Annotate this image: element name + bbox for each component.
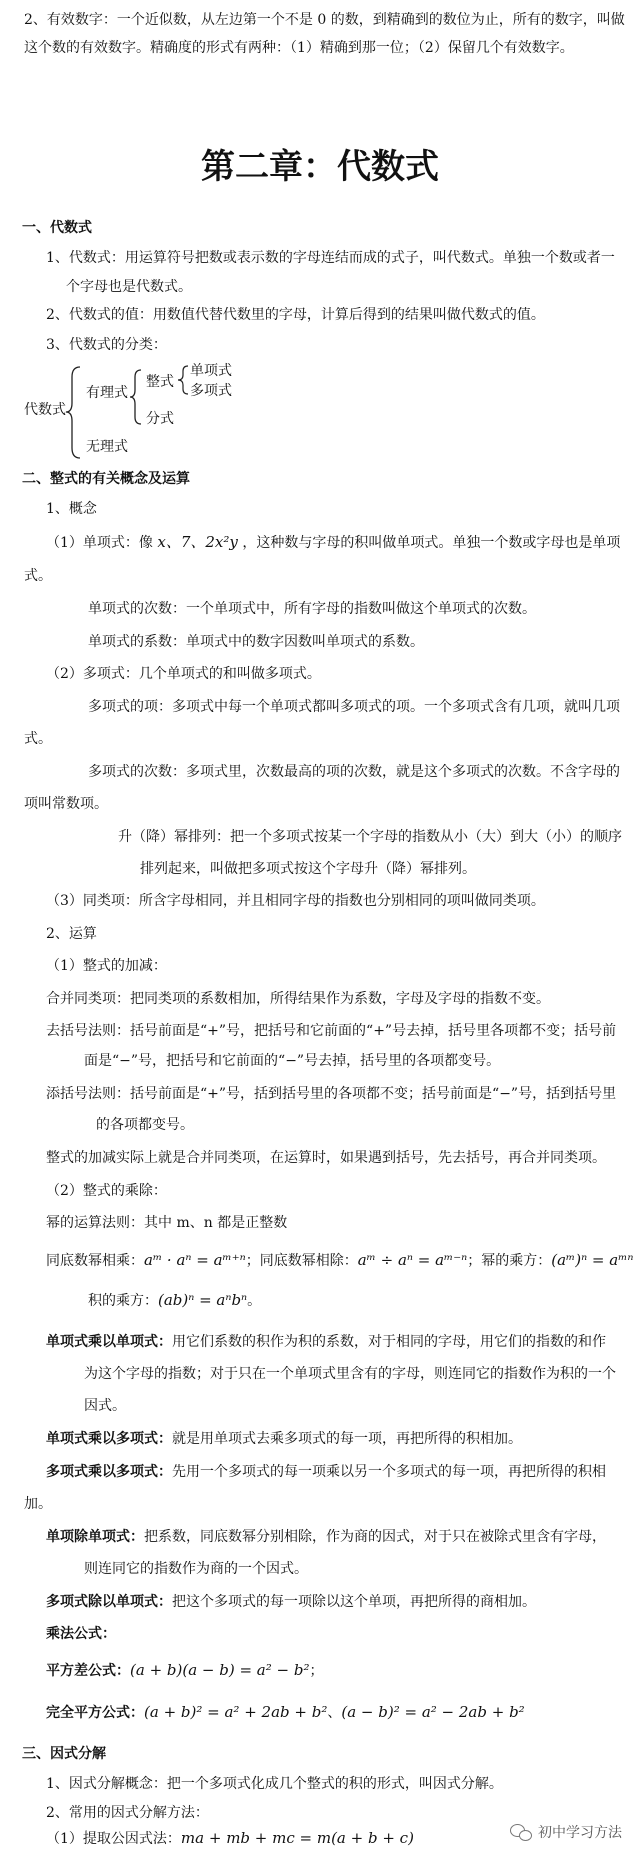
tree-irrational: 无理式 bbox=[86, 439, 128, 455]
s2-mul-heading: （2）整式的乘除： bbox=[46, 1183, 167, 1199]
tree-brace-rational bbox=[130, 368, 144, 426]
mono-mono-text: 用它们系数的积作为积的系数，对于相同的字母，用它们的指数的和作 bbox=[172, 1334, 606, 1350]
prod-pow-label: 积的乘方： bbox=[88, 1293, 158, 1309]
s2-diff-squares bbox=[46, 1660, 324, 1681]
poly-poly-text: 先用一个多项式的每一项乘以另一个多项式的每一项，再把所得的积相 bbox=[172, 1464, 606, 1480]
s2-add-heading: （1）整式的加减： bbox=[46, 958, 167, 974]
diff-squares-label: 平方差公式： bbox=[46, 1663, 130, 1679]
perfect-square-minus: (a − b)² = a² − 2ab + b² bbox=[341, 1703, 525, 1721]
tree-brace-integral bbox=[178, 364, 190, 396]
common-factor-label: （1）提取公因式法： bbox=[46, 1831, 181, 1847]
pow-pow-formula: (aᵐ)ⁿ = aᵐⁿ bbox=[551, 1251, 634, 1269]
s1-p2: 2、代数式的值：用数值代替代数里的字母，计算后得到的结果叫做代数式的值。 bbox=[46, 307, 545, 323]
s2-summary: 整式的加减实际上就是合并同类项，在运算时，如果遇到括号，先去括号，再合并同类项。 bbox=[46, 1150, 606, 1166]
s2-perfect-square bbox=[46, 1702, 525, 1723]
s2-merge: 合并同类项：把同类项的系数相加，所得结果作为系数，字母及字母的指数不变。 bbox=[46, 991, 550, 1007]
tree-root: 代数式 bbox=[24, 402, 66, 418]
div-poly-label: 多项式除以单项式： bbox=[46, 1594, 172, 1610]
s2-poly-poly-b: 加。 bbox=[24, 1496, 52, 1512]
s2-poly-deg-b: 项叫常数项。 bbox=[24, 796, 108, 812]
pow-pow-label: ；幂的乘方： bbox=[467, 1253, 552, 1269]
prod-pow-end: 。 bbox=[247, 1293, 262, 1309]
s2-like-terms: （3）同类项：所含字母相同，并且相同字母的指数也分别相同的项叫做同类项。 bbox=[46, 893, 545, 909]
s1-p1b: 个字母也是代数式。 bbox=[66, 279, 192, 295]
s2-div-mono-a bbox=[46, 1527, 606, 1547]
s2-pow-rule: 幂的运算法则：其中 m、n 都是正整数 bbox=[46, 1215, 288, 1231]
tree-monomial: 单项式 bbox=[190, 363, 232, 379]
s2-poly-deg-a: 多项式的次数：多项式里，次数最高的项的次数，就是这个多项式的次数。不含字母的 bbox=[88, 764, 620, 780]
s2-formula-heading: 乘法公式： bbox=[46, 1626, 116, 1642]
s2-concept: 1、概念 bbox=[46, 501, 97, 517]
s2-order-b: 排列起来，叫做把多项式按这个字母升（降）幂排列。 bbox=[140, 861, 476, 877]
s2-addp-a: 添括号法则：括号前面是“+”号，括到括号里的各项都不变；括号前面是“−”号，括到括号里 bbox=[46, 1086, 617, 1102]
s2-poly-term-b: 式。 bbox=[24, 731, 52, 747]
s2-poly-poly-a bbox=[46, 1462, 606, 1482]
poly-poly-label: 多项式乘以多项式： bbox=[46, 1464, 172, 1480]
mono-poly-label: 单项式乘以多项式： bbox=[46, 1431, 172, 1447]
pow-mul-label: 同底数幂相乘： bbox=[46, 1253, 144, 1269]
s2-monomial-def bbox=[46, 532, 620, 553]
s1-p3: 3、代数式的分类： bbox=[46, 337, 167, 353]
s2-product-power bbox=[88, 1290, 261, 1311]
s2-polynomial-def: （2）多项式：几个单项式的和叫做多项式。 bbox=[46, 666, 321, 682]
prod-pow-formula: (ab)ⁿ = aⁿbⁿ bbox=[158, 1291, 248, 1309]
s2-mono-mono-a bbox=[46, 1332, 606, 1352]
perfect-square-sep: 、 bbox=[327, 1705, 342, 1721]
intro-line-1: 2、有效数字：一个近似数，从左边第一个不是 0 的数，到精确到的数位为止，所有的数字，叫做 bbox=[24, 12, 625, 28]
s2-monomial-coef: 单项式的系数：单项式中的数字因数叫单项式的系数。 bbox=[88, 634, 424, 650]
div-mono-label: 单项除单项式： bbox=[46, 1529, 144, 1545]
tree-brace-root bbox=[66, 365, 84, 460]
div-poly-text: 把这个多项式的每一项除以这个单项，再把所得的商相加。 bbox=[172, 1594, 536, 1610]
mono-mono-label: 单项式乘以单项式： bbox=[46, 1334, 172, 1350]
tree-polynomial: 多项式 bbox=[190, 383, 232, 399]
perfect-square-label: 完全平方公式： bbox=[46, 1705, 144, 1721]
diff-squares-formula: (a + b)(a − b) = a² − b² bbox=[130, 1661, 310, 1679]
pow-mul-formula: aᵐ · aⁿ = aᵐ⁺ⁿ bbox=[144, 1251, 246, 1269]
s3-p1: 1、因式分解概念：把一个多项式化成几个整式的积的形式，叫因式分解。 bbox=[46, 1776, 503, 1792]
div-mono-text: 把系数，同底数幂分别相除，作为商的因式，对于只在被除式里含有字母， bbox=[144, 1529, 606, 1545]
tree-rational: 有理式 bbox=[86, 385, 128, 401]
chapter-title: 第二章：代数式 bbox=[201, 147, 439, 187]
wechat-icon bbox=[510, 1823, 532, 1841]
s2-div-mono-b: 则连同它的指数作为商的一个因式。 bbox=[84, 1561, 308, 1577]
s2-monomial-def-b: 式。 bbox=[24, 568, 52, 584]
tree-fractional: 分式 bbox=[146, 411, 174, 427]
mono-poly-text: 就是用单项式去乘多项式的每一项，再把所得的积相加。 bbox=[172, 1431, 522, 1447]
s1-p1a: 1、代数式：用运算符号把数或表示数的字母连结而成的式子，叫代数式。单独一个数或者一 bbox=[46, 250, 615, 266]
section-3-heading: 三、因式分解 bbox=[22, 1746, 106, 1762]
intro-line-2: 这个数的有效数字。精确度的形式有两种：（1）精确到那一位；（2）保留几个有效数字。 bbox=[24, 40, 574, 56]
section-1-heading: 一、代数式 bbox=[22, 220, 92, 236]
s2-remove-b: 面是“−”号，把括号和它前面的“−”号去掉，括号里的各项都变号。 bbox=[84, 1053, 501, 1069]
monomial-examples: x、7、2x²y bbox=[157, 533, 238, 551]
diff-squares-end: ； bbox=[309, 1663, 324, 1679]
s2-operations: 2、运算 bbox=[46, 926, 97, 942]
perfect-square-plus: (a + b)² = a² + 2ab + b² bbox=[144, 1703, 328, 1721]
monomial-def-pre: （1）单项式：像 bbox=[46, 535, 153, 551]
s2-monomial-degree: 单项式的次数：一个单项式中，所有字母的指数叫做这个单项式的次数。 bbox=[88, 601, 536, 617]
watermark bbox=[510, 1822, 622, 1842]
s3-p2: 2、常用的因式分解方法： bbox=[46, 1805, 209, 1821]
s2-remove-a: 去括号法则：括号前面是“+”号，把括号和它前面的“+”号去掉，括号里各项都不变；括号前 bbox=[46, 1023, 617, 1039]
section-2-heading: 二、整式的有关概念及运算 bbox=[22, 471, 190, 487]
s2-addp-b: 的各项都变号。 bbox=[96, 1117, 194, 1133]
tree-integral: 整式 bbox=[146, 374, 174, 390]
monomial-def-post: ，这种数与字母的积叫做单项式。单独一个数或字母也是单项 bbox=[242, 535, 621, 551]
s2-poly-term-a: 多项式的项：多项式中每一个单项式都叫多项式的项。一个多项式含有几项，就叫几项 bbox=[88, 699, 620, 715]
watermark-text: 初中学习方法 bbox=[538, 1825, 622, 1841]
s2-order-a: 升（降）幂排列：把一个多项式按某一个字母的指数从小（大）到大（小）的顺序 bbox=[118, 829, 622, 845]
s2-mono-mono-c: 因式。 bbox=[84, 1398, 126, 1414]
s3-p3 bbox=[46, 1828, 414, 1849]
s2-power-rules bbox=[46, 1250, 634, 1271]
common-factor-formula: ma + mb + mc = m(a + b + c) bbox=[180, 1829, 414, 1847]
pow-div-label: ；同底数幂相除： bbox=[245, 1253, 358, 1269]
pow-div-formula: aᵐ ÷ aⁿ = aᵐ⁻ⁿ bbox=[357, 1251, 468, 1269]
s2-mono-mono-b: 为这个字母的指数；对于只在一个单项式里含有的字母，则连同它的指数作为积的一个 bbox=[84, 1366, 616, 1382]
s2-mono-poly bbox=[46, 1429, 522, 1449]
s2-div-poly bbox=[46, 1592, 536, 1612]
